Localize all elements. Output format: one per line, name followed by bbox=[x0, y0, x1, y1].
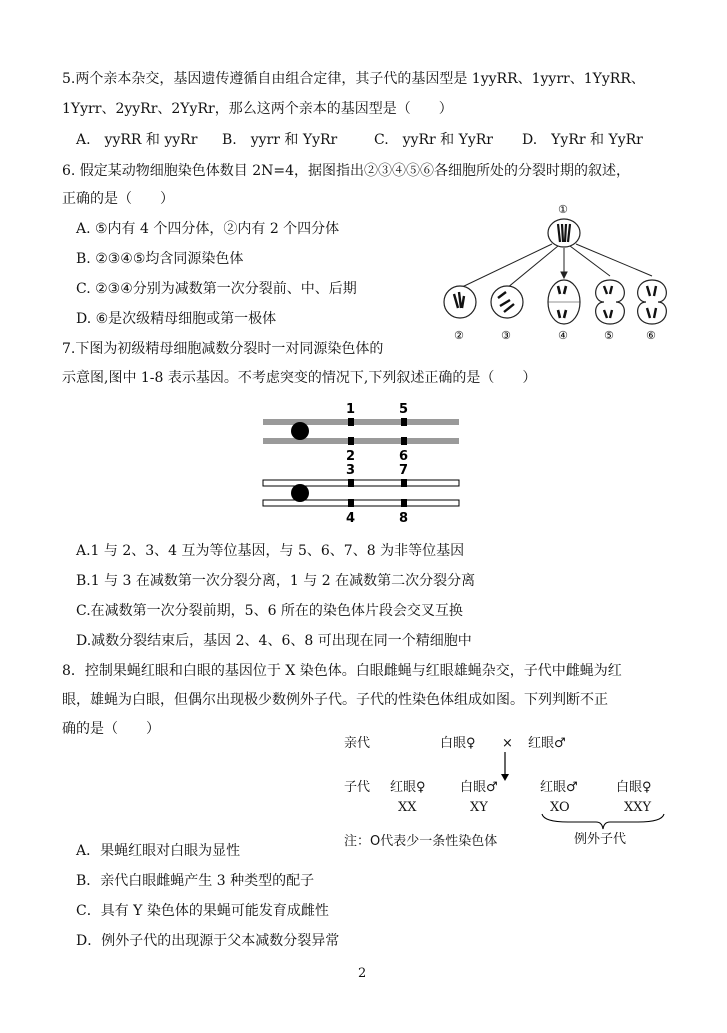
cell-label-5: ⑤ bbox=[604, 329, 614, 342]
q5-option-a: A. yyRR 和 yyRr bbox=[76, 132, 198, 148]
cell-label-2: ② bbox=[454, 329, 464, 342]
offspring-4-genotype: XXY bbox=[624, 800, 652, 815]
q7-stem-line2: 示意图,图中 1-8 表示基因。不考虑突变的情况下,下列叙述正确的是（ ） bbox=[62, 370, 537, 386]
cell-division-diagram bbox=[440, 202, 680, 344]
cross-sign: × bbox=[502, 736, 513, 751]
cell-label-1: ① bbox=[558, 203, 568, 216]
offspring-label: 子代 bbox=[344, 780, 371, 795]
q6-stem-line1: 6. 假定某动物细胞染色体数目 2N=4，据图指出②③④⑤⑥各细胞所处的分裂时期的叙述， bbox=[62, 163, 631, 179]
cell-3 bbox=[491, 286, 523, 318]
gene-label-2: 2 bbox=[346, 449, 356, 464]
cell-label-4: ④ bbox=[558, 329, 568, 342]
q5-stem-line1: 5.两个亲本杂交，基因遗传遵循自由组合定律，其子代的基因型是 1yyRR、1yyrr、1YyRR、 bbox=[62, 71, 645, 87]
parent-female: 白眼♀ bbox=[440, 736, 476, 751]
q8-stem-line3: 确的是（ ） bbox=[62, 721, 160, 737]
centromere-upper bbox=[291, 422, 309, 440]
q6-stem-line2: 正确的是（ ） bbox=[62, 191, 174, 207]
offspring-2-genotype: XY bbox=[470, 800, 488, 815]
q8-option-c: C．具有 Y 染色体的果蝇可能发育成雌性 bbox=[76, 903, 329, 919]
centromere-lower bbox=[291, 484, 309, 502]
cell-2 bbox=[444, 286, 476, 318]
chromatid-1 bbox=[263, 419, 459, 425]
offspring-4-phenotype: 白眼♀ bbox=[616, 780, 652, 795]
q8-stem-line1: 8．控制果蝇红眼和白眼的基因位于 X 染色体。白眼雌蝇与红眼雄蝇杂交，子代中雌蝇为红 bbox=[62, 663, 622, 679]
q6-option-b: B. ②③④⑤均含同源染色体 bbox=[76, 251, 244, 267]
offspring-3-genotype: XO bbox=[550, 800, 570, 815]
chromatid-2 bbox=[263, 438, 459, 444]
q6-option-a: A. ⑤内有 4 个四分体，②内有 2 个四分体 bbox=[76, 221, 340, 237]
offspring-1-phenotype: 红眼♀ bbox=[390, 780, 426, 795]
offspring-2-phenotype: 白眼♂ bbox=[460, 780, 498, 795]
chromatid-3 bbox=[263, 480, 459, 486]
exception-brace bbox=[538, 812, 668, 832]
offspring-1-genotype: XX bbox=[398, 800, 417, 815]
homologous-chromosome-diagram bbox=[255, 398, 465, 528]
q5-stem-line2: 1Yyrr、2yyRr、2YyRr，那么这两个亲本的基因型是（ ） bbox=[62, 101, 453, 117]
q6-option-c: C. ②③④分别为减数第一次分裂前、中、后期 bbox=[76, 281, 357, 297]
q8-stem-line2: 眼，雄蝇为白眼，但偶尔出现极少数例外子代。子代的性染色体组成如图。下列判断不正 bbox=[62, 692, 608, 708]
gene-label-3: 3 bbox=[346, 463, 356, 478]
page-number: 2 bbox=[358, 966, 367, 981]
cross-note: 注：O代表少一条性染色体 bbox=[344, 834, 498, 849]
cell-6 bbox=[638, 280, 667, 324]
q7-stem-line1: 7.下图为初级精母细胞减数分裂时一对同源染色体的 bbox=[62, 341, 384, 357]
q5-option-c: C. yyRr 和 YyRr bbox=[374, 132, 493, 148]
cell-1 bbox=[548, 219, 580, 247]
exception-label: 例外子代 bbox=[574, 832, 627, 847]
q8-option-a: A．果蝇红眼对白眼为显性 bbox=[76, 843, 241, 859]
cell-label-6: ⑥ bbox=[646, 329, 656, 342]
q7-option-b: B.1 与 3 在减数第一次分裂分离，1 与 2 在减数第二次分裂分离 bbox=[76, 573, 476, 589]
cell-4 bbox=[548, 280, 580, 324]
gene-label-5: 5 bbox=[399, 402, 409, 417]
parent-label: 亲代 bbox=[344, 736, 371, 751]
gene-label-8: 8 bbox=[399, 511, 409, 526]
arrow-down-icon bbox=[498, 752, 512, 782]
cell-label-3: ③ bbox=[501, 329, 511, 342]
gene-label-6: 6 bbox=[399, 449, 409, 464]
q7-option-a: A.1 与 2、3、4 互为等位基因，与 5、6、7、8 为非等位基因 bbox=[76, 543, 465, 559]
offspring-3-phenotype: 红眼♂ bbox=[540, 780, 578, 795]
q8-option-b: B．亲代白眼雌蝇产生 3 种类型的配子 bbox=[76, 873, 315, 889]
cell-5 bbox=[596, 280, 625, 324]
q5-option-b: B. yyrr 和 YyRr bbox=[222, 132, 338, 148]
gene-label-4: 4 bbox=[346, 511, 356, 526]
q7-option-c: C.在减数第一次分裂前期，5、6 所在的染色体片段会交叉互换 bbox=[76, 603, 463, 619]
gene-label-7: 7 bbox=[399, 463, 409, 478]
q7-option-d: D.减数分裂结束后，基因 2、4、6、8 可出现在同一个精细胞中 bbox=[76, 633, 472, 649]
chromatid-4 bbox=[263, 500, 459, 506]
q6-option-d: D. ⑥是次级精母细胞或第一极体 bbox=[76, 311, 277, 327]
q5-option-d: D. YyRr 和 YyRr bbox=[522, 132, 643, 148]
gene-label-1: 1 bbox=[346, 402, 356, 417]
parent-male: 红眼♂ bbox=[528, 736, 566, 751]
q8-option-d: D．例外子代的出现源于父本减数分裂异常 bbox=[76, 933, 340, 949]
